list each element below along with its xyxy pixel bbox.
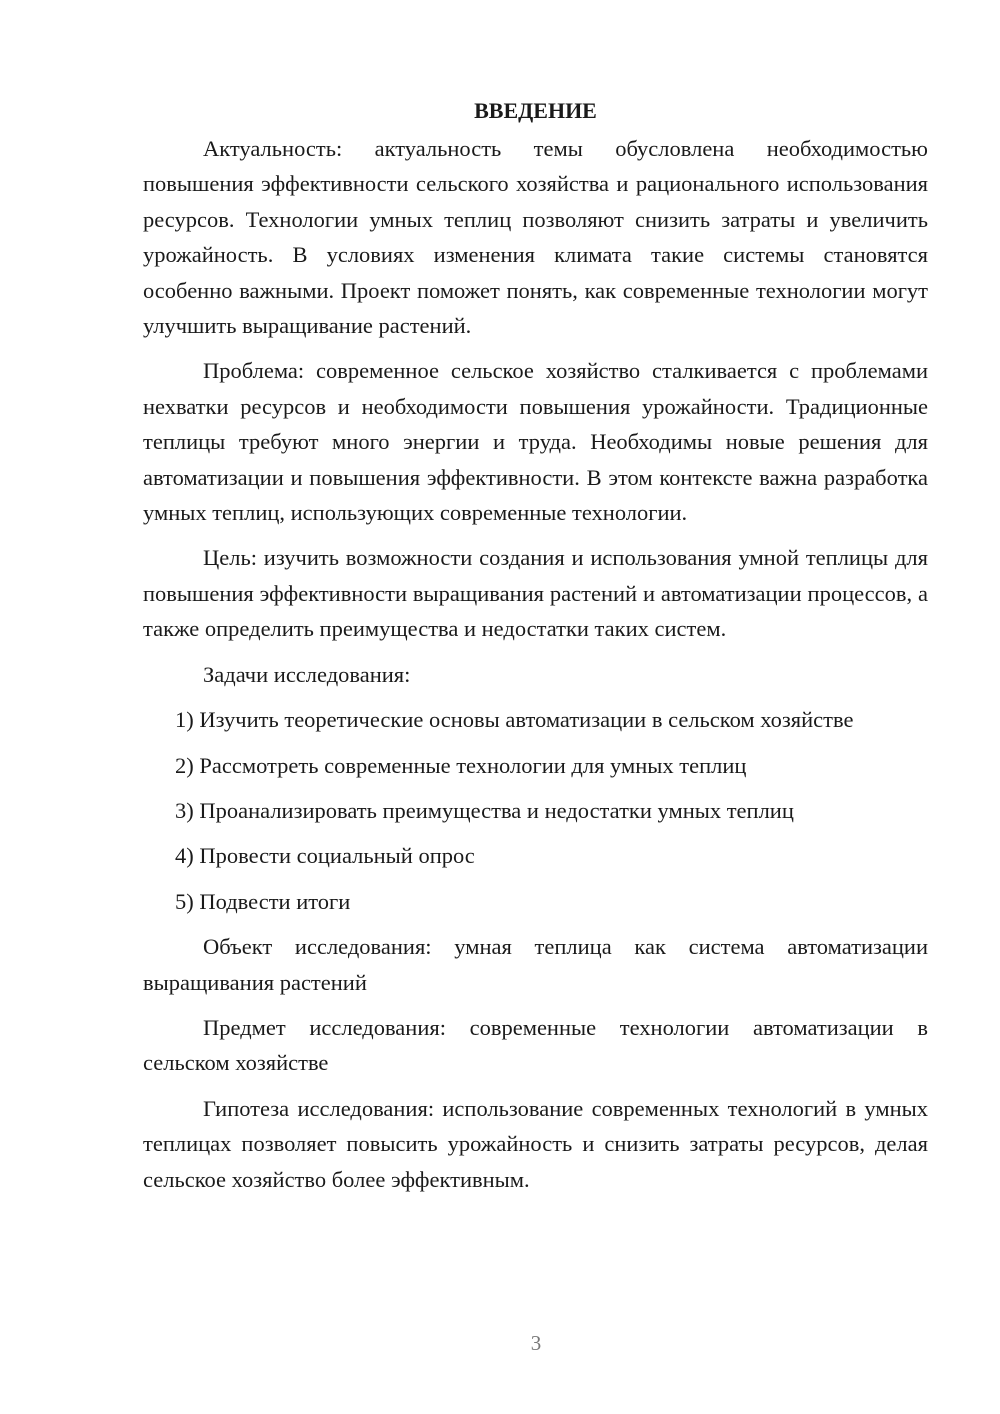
task-list <box>143 702 928 919</box>
document-page <box>143 93 928 1207</box>
paragraph-subject: Предмет исследования: современные технологии автоматизации в сельском хозяйстве <box>143 1014 928 1076</box>
paragraph-hypothesis: Гипотеза исследования: использование современных технологий в умных теплицах позволяет повысить урожайность и снизить затраты ресурсов, делая сельское хозяйство более эффективным. <box>143 1095 928 1192</box>
list-item: 3) Проанализировать преимущества и недостатки умных теплиц <box>175 797 794 823</box>
paragraph-relevance: Актуальность: актуальность темы обусловлена необходимостью повышения эффективности сельского хозяйства и рационального использования ресурсов. Технологии умных теплиц позволяют снизить затраты и увеличить урожайность. В условиях изменения климата такие системы становятся особенно важными. Проект поможет понять, как современные технологии могут улучшить выращивание растений. <box>143 136 928 339</box>
list-item: 4) Провести социальный опрос <box>175 843 475 869</box>
page-number: 3 <box>530 1331 542 1355</box>
list-item: 2) Рассмотреть современные технологии для умных теплиц <box>175 752 747 778</box>
list-item: 1) Изучить теоретические основы автоматизации в сельском хозяйстве <box>175 707 854 733</box>
page-title: ВВЕДЕНИЕ <box>474 98 597 123</box>
paragraph-problem: Проблема: современное сельское хозяйство сталкивается с проблемами нехватки ресурсов и необходимости повышения урожайности. Традиционные теплицы требуют много энергии и труда. Необходимы новые решения для автоматизации и повышения эффективности. В этом контексте важна разработка умных теплиц, использующих современные технологии. <box>143 358 928 526</box>
tasks-heading: Задачи исследования: <box>203 661 411 687</box>
paragraph-goal: Цель: изучить возможности создания и использования умной теплицы для повышения эффективности выращивания растений и автоматизации процессов, а также определить преимущества и недостатки таких систем. <box>143 545 928 642</box>
list-item: 5) Подвести итоги <box>175 888 351 914</box>
paragraph-object: Объект исследования: умная теплица как система автоматизации выращивания растений <box>143 934 928 995</box>
